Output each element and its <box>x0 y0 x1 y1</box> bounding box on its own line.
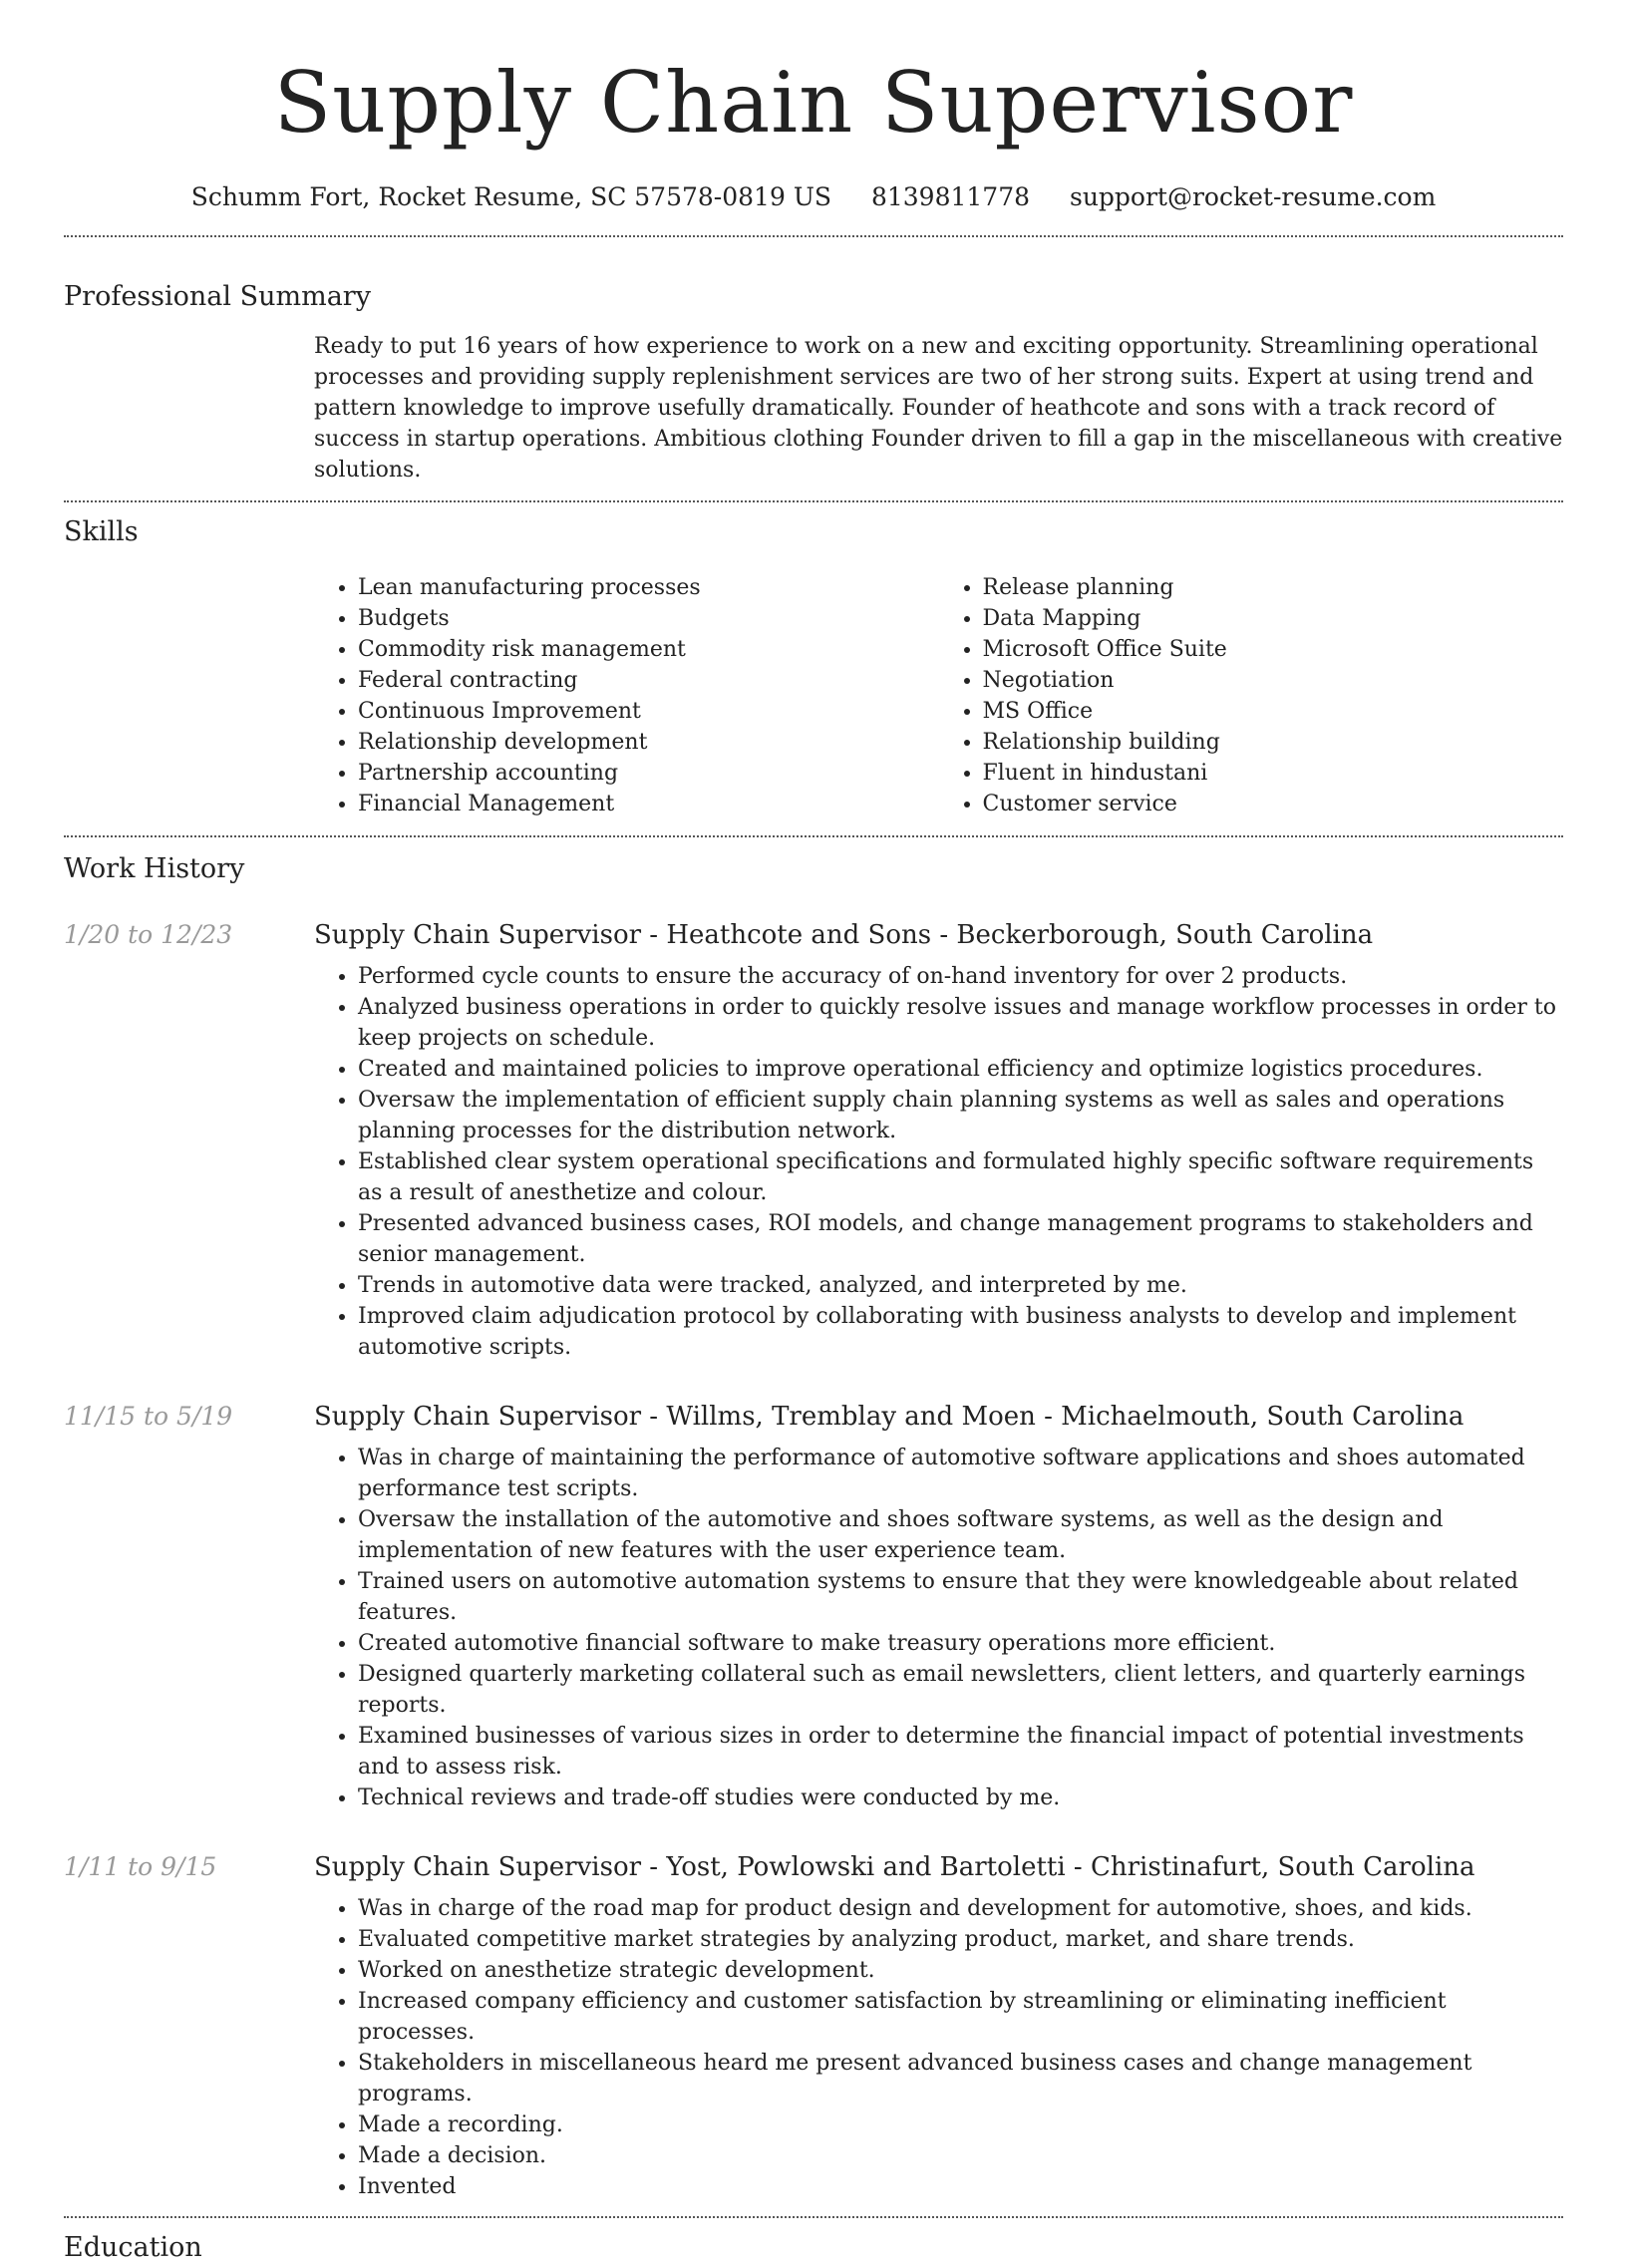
job-bullet: • Made a recording. <box>358 2109 1563 2140</box>
resume-header <box>0 0 1627 215</box>
job-dates: 1/11 to 9/15 <box>64 1852 217 1881</box>
contact-address: Schumm Fort, Rocket Resume, SC 57578-0819 US <box>190 182 832 211</box>
skill-item: • Lean manufacturing processes <box>358 572 939 603</box>
job-bullets <box>314 961 1563 1363</box>
job-bullet: • Worked on anesthetize strategic development. <box>358 1955 1563 1986</box>
summary-text: Ready to put 16 years of how experience to work on a new and exciting opportunity. Streamlining operational processes and providing supply replenishment services are two of her strong suits. Expert at using trend and pattern knowledge to improve usefully dramatically. Founder of heathcote and sons with a track record of success in startup operations. Ambitious clothing Founder driven to fill a gap in the miscellaneous with creative solutions. <box>314 334 1563 483</box>
section-title-summary: Professional Summary <box>64 281 371 312</box>
job-title: Supply Chain Supervisor - Heathcote and Sons - Beckerborough, South Carolina <box>314 920 1374 950</box>
job-bullet: • Invented <box>358 2171 1563 2202</box>
contact-line <box>0 179 1627 215</box>
job-bullet: • Established clear system operational specifications and formulated highly specific software requirements as a result of anesthetize and colour. <box>358 1146 1563 1208</box>
job-title: Supply Chain Supervisor - Yost, Powlowski and Bartoletti - Christinafurt, South Carolina <box>314 1852 1475 1882</box>
skill-item: • Data Mapping <box>983 603 1564 634</box>
job-bullet: • Technical reviews and trade-off studies were conducted by me. <box>358 1782 1563 1813</box>
job-bullet: • Evaluated competitive market strategies by analyzing product, market, and share trends. <box>358 1924 1563 1955</box>
skill-item: • Release planning <box>983 572 1564 603</box>
job-bullet: • Presented advanced business cases, ROI models, and change management programs to stakeholders and senior management. <box>358 1208 1563 1270</box>
job-bullet: • Stakeholders in miscellaneous heard me present advanced business cases and change management programs. <box>358 2048 1563 2109</box>
section-title-work-history: Work History <box>64 853 245 884</box>
skills-list <box>314 572 1563 819</box>
section-title-skills: Skills <box>64 516 139 547</box>
education-section <box>0 2228 1627 2268</box>
skill-item: • Partnership accounting <box>358 758 939 789</box>
job-bullet: • Examined businesses of various sizes in order to determine the financial impact of potential investments and to assess risk. <box>358 1721 1563 1782</box>
skills-column-right <box>939 572 1564 819</box>
contact-email: support@rocket-resume.com <box>1069 182 1437 211</box>
section-divider <box>64 2216 1563 2218</box>
skill-item: • Financial Management <box>358 789 939 819</box>
skill-item: • Continuous Improvement <box>358 696 939 727</box>
job-bullet: • Made a decision. <box>358 2140 1563 2171</box>
job-bullet: • Designed quarterly marketing collateral such as email newsletters, client letters, and quarterly earnings reports. <box>358 1659 1563 1721</box>
job-bullets <box>314 1443 1563 1813</box>
job-bullet: • Oversaw the installation of the automotive and shoes software systems, as well as the design and implementation of new features with the user experience team. <box>358 1504 1563 1566</box>
job-entry <box>0 915 1627 1363</box>
job-bullet: • Created and maintained policies to improve operational efficiency and optimize logistics procedures. <box>358 1054 1563 1085</box>
contact-phone: 8139811778 <box>870 182 1031 211</box>
skill-item: • Customer service <box>983 789 1564 819</box>
job-bullet: • Increased company efficiency and customer satisfaction by streamlining or eliminating inefficient processes. <box>358 1986 1563 2048</box>
skill-item: • Relationship development <box>358 727 939 758</box>
job-bullet: • Performed cycle counts to ensure the accuracy of on-hand inventory for over 2 products. <box>358 961 1563 992</box>
job-bullet: • Was in charge of maintaining the performance of automotive software applications and shoes automated performance test scripts. <box>358 1443 1563 1504</box>
skills-section <box>0 512 1627 819</box>
summary-section <box>0 277 1627 486</box>
skill-item: • Relationship building <box>983 727 1564 758</box>
job-list <box>0 915 1627 2202</box>
job-bullet: • Oversaw the implementation of efficient supply chain planning systems as well as sales and operations planning processes for the distribution network. <box>358 1085 1563 1146</box>
section-divider <box>64 235 1563 237</box>
job-entry <box>0 1847 1627 2202</box>
skills-column-left <box>314 572 939 819</box>
work-history-section <box>0 849 1627 2202</box>
skill-item: • Budgets <box>358 603 939 634</box>
job-bullet: • Trends in automotive data were tracked, analyzed, and interpreted by me. <box>358 1270 1563 1301</box>
job-title: Supply Chain Supervisor - Willms, Tremblay and Moen - Michaelmouth, South Carolina <box>314 1402 1464 1432</box>
job-dates: 1/20 to 12/23 <box>64 920 233 949</box>
section-divider <box>64 500 1563 502</box>
job-bullets <box>314 1893 1563 2202</box>
job-bullet: • Improved claim adjudication protocol by collaborating with business analysts to develop and implement automotive scripts. <box>358 1301 1563 1363</box>
skill-item: • Commodity risk management <box>358 634 939 665</box>
job-entry <box>0 1397 1627 1813</box>
job-dates: 11/15 to 5/19 <box>64 1402 233 1431</box>
candidate-name: Supply Chain Supervisor <box>273 54 1354 152</box>
job-bullet: • Was in charge of the road map for product design and development for automotive, shoes, and kids. <box>358 1893 1563 1924</box>
skill-item: • Fluent in hindustani <box>983 758 1564 789</box>
skill-item: • Microsoft Office Suite <box>983 634 1564 665</box>
skill-item: • MS Office <box>983 696 1564 727</box>
skill-item: • Federal contracting <box>358 665 939 696</box>
job-bullet: • Created automotive financial software to make treasury operations more efficient. <box>358 1628 1563 1659</box>
section-title-education: Education <box>64 2232 202 2263</box>
job-bullet: • Analyzed business operations in order to quickly resolve issues and manage workflow processes in order to keep projects on schedule. <box>358 992 1563 1054</box>
skill-item: • Negotiation <box>983 665 1564 696</box>
summary-content <box>314 331 1563 486</box>
job-bullet: • Trained users on automotive automation systems to ensure that they were knowledgeable about related features. <box>358 1566 1563 1628</box>
section-divider <box>64 835 1563 837</box>
